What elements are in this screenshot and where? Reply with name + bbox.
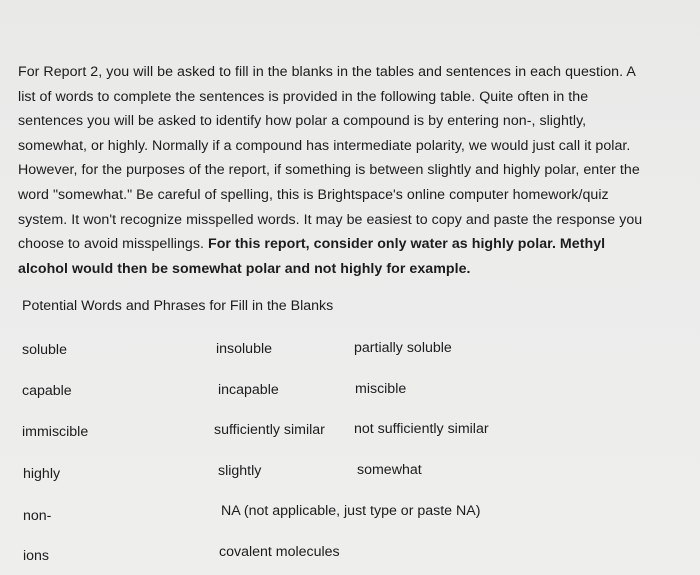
word-table-cell: incapable	[218, 382, 279, 398]
word-table-cell: insoluble	[216, 341, 273, 357]
paragraph-line: However, for the purposes of the report, if something is between slightly and highly polar, enter the	[18, 162, 640, 179]
word-table-cell: highly	[23, 466, 61, 482]
word-table-cell: slightly	[218, 463, 262, 479]
instructions-paragraph	[18, 60, 678, 281]
bold-emphasis: For this report, consider only water as highly polar. Methyl	[207, 236, 606, 253]
word-table-cell: ions	[23, 548, 50, 564]
word-table-cell: NA (not applicable, just type or paste NA)	[221, 503, 481, 519]
word-table-cell: miscible	[355, 381, 407, 397]
word-table-cell: immiscible	[22, 424, 89, 440]
paragraph-line: sentences you will be asked to identify how polar a compound is by entering non-, slightly,	[18, 113, 587, 130]
word-table-cell: soluble	[22, 342, 67, 358]
word-table-cell: capable	[22, 383, 72, 399]
word-table-cell: non-	[23, 508, 52, 524]
paragraph-line: For Report 2, you will be asked to fill in the blanks in the tables and sentences in each question. A	[18, 64, 636, 80]
paragraph-line: somewhat, or highly. Normally if a compound has intermediate polarity, we would just call it polar.	[18, 137, 631, 154]
word-table-cell: covalent molecules	[219, 544, 340, 560]
bold-emphasis: alcohol would then be somewhat polar and not highly for example.	[18, 260, 471, 277]
paragraph-line	[18, 257, 678, 282]
paragraph-line: choose to avoid misspellings. For this report, consider only water as highly polar. Methyl	[18, 236, 606, 253]
word-table-cell: somewhat	[357, 462, 422, 478]
word-table-cell: not sufficiently similar	[354, 421, 489, 437]
word-table-cell: partially soluble	[354, 340, 452, 356]
paragraph-line: word "somewhat." Be careful of spelling, this is Brightspace's online computer homework/quiz	[18, 186, 609, 203]
paragraph-line: list of words to complete the sentences is provided in the following table. Quite often in the	[18, 88, 589, 105]
word-table-title: Potential Words and Phrases for Fill in the Blanks	[22, 298, 334, 314]
word-table-cell: sufficiently similar	[214, 422, 325, 438]
paragraph-line: system. It won't recognize misspelled words. It may be easiest to copy and paste the response you	[18, 211, 643, 228]
